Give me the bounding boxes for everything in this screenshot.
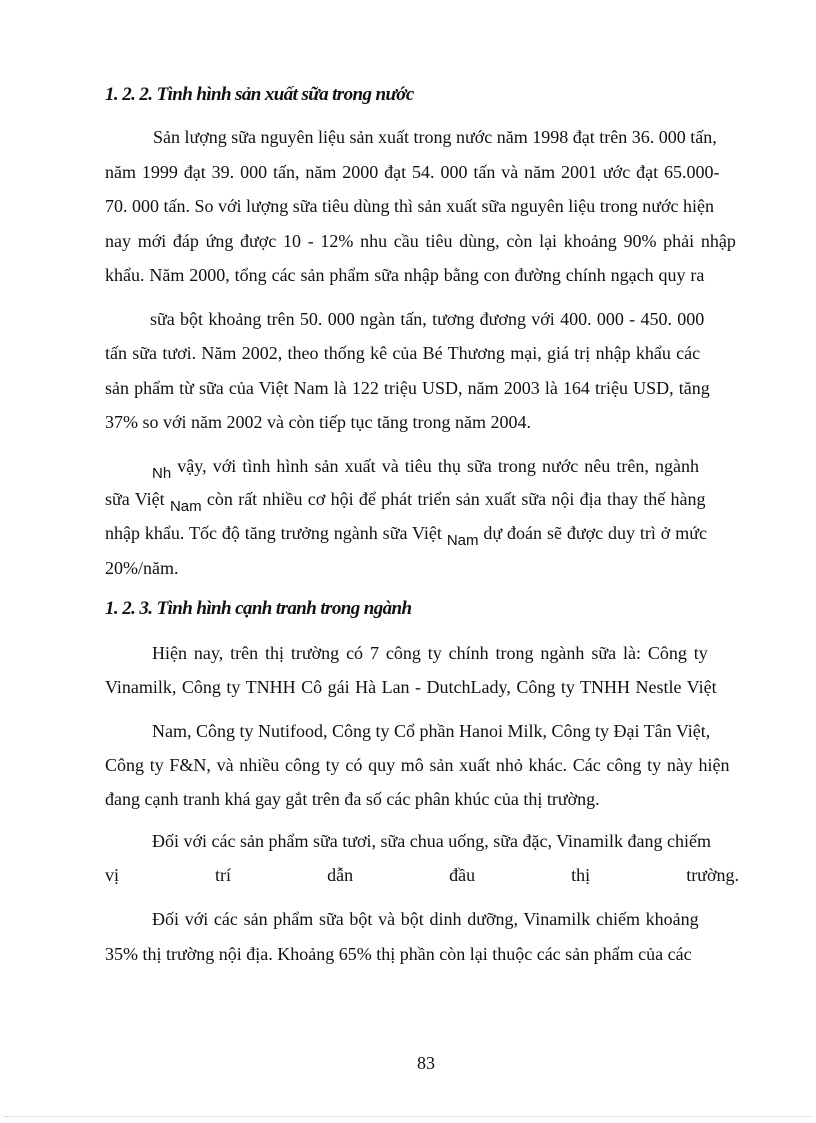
justified-word: trường. [686, 865, 739, 885]
paragraph-line: 37% so với năm 2002 và còn tiếp tục tăng trong năm 2004. [105, 412, 531, 432]
paragraph-line: đang cạnh tranh khá gay gắt trên đa số các phân khúc của thị trường. [105, 789, 600, 809]
paragraph-line: sữa bột khoảng trên 50. 000 ngàn tấn, tương đương với 400. 000 - 450. 000 [150, 309, 705, 329]
justified-line [105, 864, 739, 886]
line-text: còn rất nhiều cơ hội để phát triển sản xuất sữa nội địa thay thế hàng [201, 489, 706, 509]
paragraph-line: Công ty F&N, và nhiều công ty có quy mô sản xuất nhỏ khác. Các công ty này hiện [105, 755, 730, 775]
line-text: vậy, với tình hình sản xuất và tiêu thụ sữa trong nước nêu trên, ngành [171, 456, 699, 476]
section-heading-1-2-3: 1. 2. 3. Tình hình cạnh tranh trong ngành [105, 598, 412, 619]
paragraph-line: 20%/năm. [105, 558, 179, 578]
justified-word: dẫn [327, 865, 354, 885]
justified-word: trí [215, 865, 232, 885]
paragraph-line: Đối với các sản phẩm sữa bột và bột dinh dưỡng, Vinamilk chiếm khoảng [152, 909, 699, 929]
paragraph-line [105, 488, 706, 515]
justified-word: thị [571, 865, 591, 885]
justified-word: vị [105, 865, 120, 885]
paragraph-line: Sản lượng sữa nguyên liệu sản xuất trong nước năm 1998 đạt trên 36. 000 tấn, [153, 127, 717, 147]
line-text: sữa Việt [105, 489, 170, 509]
paragraph-line: Nam, Công ty Nutifood, Công ty Cổ phần Hanoi Milk, Công ty Đại Tân Việt, [152, 721, 711, 741]
section-heading-1-2-2: 1. 2. 2. Tình hình sản xuất sữa trong nước [105, 84, 414, 105]
paragraph-line: năm 1999 đạt 39. 000 tấn, năm 2000 đạt 54. 000 tấn và năm 2001 ước đạt 65.000- [105, 162, 720, 182]
paragraph-line: Hiện nay, trên thị trường có 7 công ty chính trong ngành sữa là: Công ty [152, 643, 708, 663]
paragraph-line: 35% thị trường nội địa. Khoảng 65% thị phần còn lại thuộc các sản phẩm của các [105, 944, 692, 964]
paragraph-line: nay mới đáp ứng được 10 - 12% nhu cầu tiêu dùng, còn lại khoảng 90% phải nhập [105, 231, 736, 251]
justified-word: đầu [449, 865, 476, 885]
paragraph-line: 70. 000 tấn. So với lượng sữa tiêu dùng thì sản xuất sữa nguyên liệu trong nước hiện [105, 196, 715, 216]
paragraph-line [152, 455, 699, 482]
glyph-fragment: Nh [152, 465, 172, 482]
paragraph-line: sản phẩm từ sữa của Việt Nam là 122 triệu USD, năm 2003 là 164 triệu USD, tăng [105, 378, 710, 398]
line-text: nhập khẩu. Tốc độ tăng trưởng ngành sữa Việt [105, 523, 447, 543]
paragraph-line [105, 522, 707, 549]
paragraph-line: khẩu. Năm 2000, tổng các sản phẩm sữa nhập bằng con đường chính ngạch quy ra [105, 265, 705, 285]
line-text: dự đoán sẽ được duy trì ở mức [478, 523, 707, 543]
glyph-fragment: Nam [446, 532, 479, 549]
page-bottom-divider [4, 1116, 812, 1117]
page-number: 83 [417, 1053, 435, 1073]
paragraph-line: Vinamilk, Công ty TNHH Cô gái Hà Lan - DutchLady, Công ty TNHH Nestle Việt [105, 677, 717, 697]
paragraph-line: Đối với các sản phẩm sữa tươi, sữa chua uống, sữa đặc, Vinamilk đang chiếm [152, 831, 712, 851]
paragraph-line: tấn sữa tươi. Năm 2002, theo thống kê của Bé Thương mại, giá trị nhập khẩu các [105, 343, 701, 363]
glyph-fragment: Nam [169, 498, 202, 515]
